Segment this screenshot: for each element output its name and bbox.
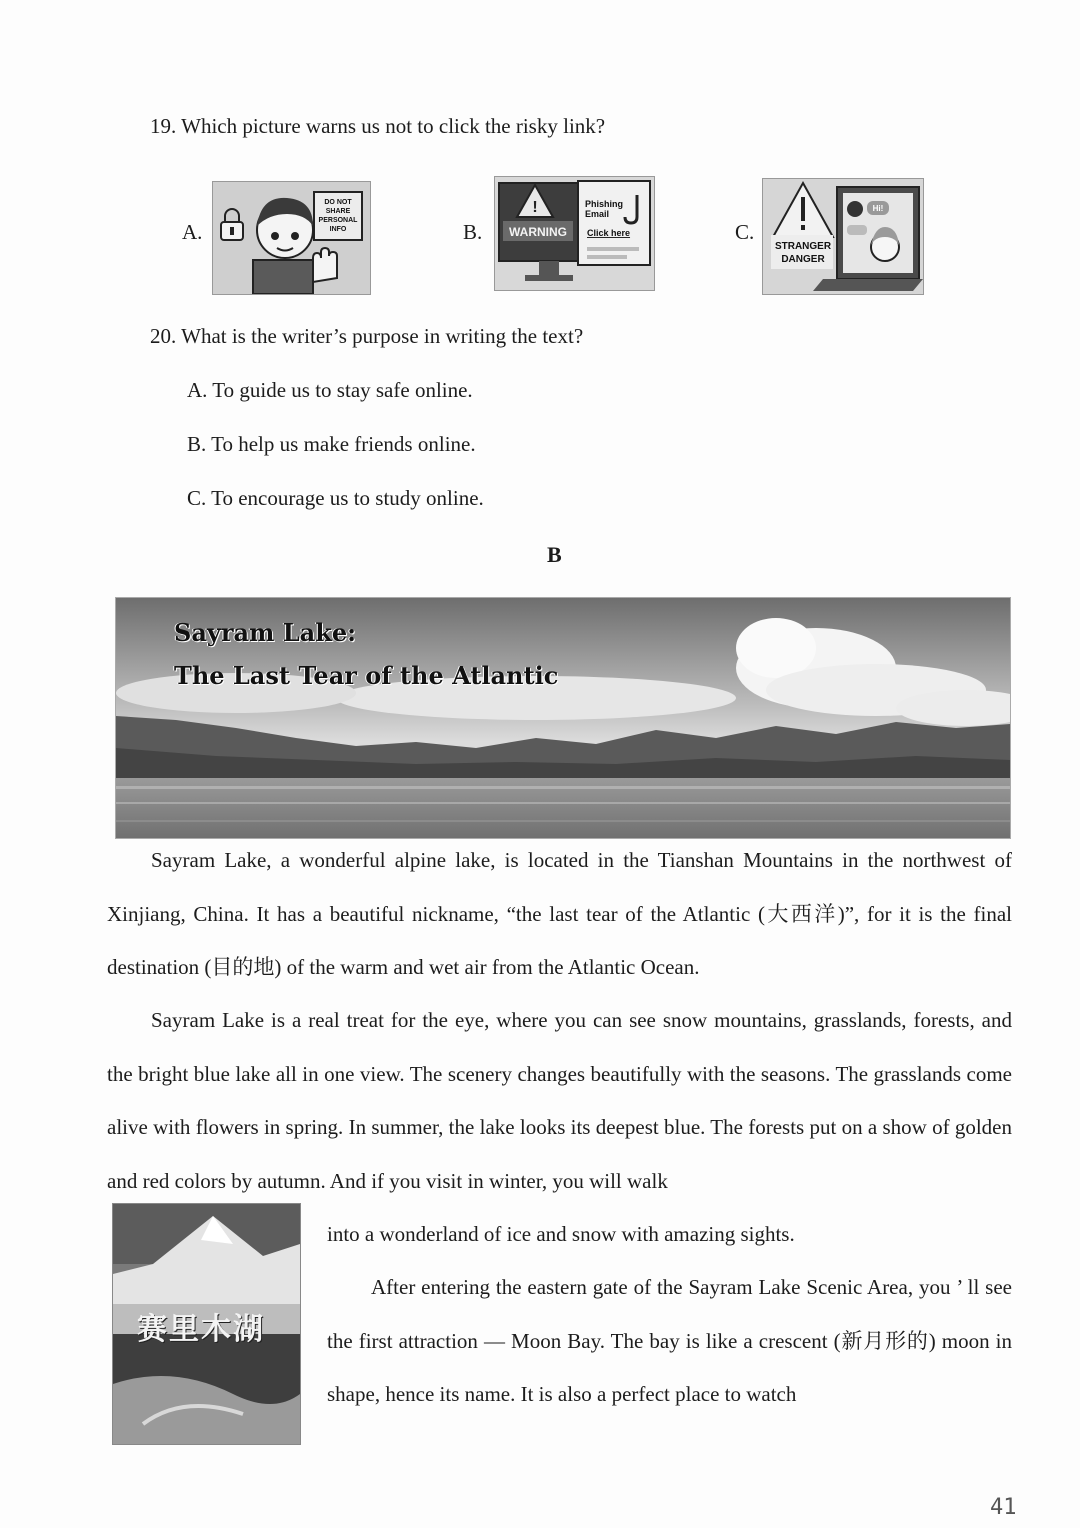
page-number: 41	[990, 1495, 1017, 1520]
passage-paragraph-2-tail: into a wonderland of ice and snow with amazing sights.	[327, 1222, 795, 1246]
passage-paragraph-1: Sayram Lake, a wonderful alpine lake, is located in the Tianshan Mountains in the northwest of Xinjiang, China. It has a beautiful nickname, “the last tear of the Atlantic (大西洋)”, for it is the final destination (目的地) of the warm and wet air from the Atlantic Ocean.	[107, 848, 1012, 979]
boy-with-laptop-and-lock-icon	[213, 182, 370, 294]
q20-option-a[interactable]: A. To guide us to stay safe online.	[187, 378, 473, 402]
svg-text:PERSONAL: PERSONAL	[318, 217, 358, 224]
question-19: 19. Which picture warns us not to click the risky link?	[150, 114, 606, 138]
svg-text:Click here: Click here	[587, 228, 631, 238]
section-label: B	[547, 542, 562, 567]
sayram-lake-side-image	[112, 1203, 301, 1445]
svg-text:!: !	[532, 199, 538, 216]
svg-text:WARNING: WARNING	[509, 225, 567, 239]
option-a-picture[interactable]	[212, 181, 371, 295]
svg-text:SHARE: SHARE	[325, 208, 351, 215]
option-a-letter: A.	[182, 220, 203, 244]
svg-text:Hi!: Hi!	[872, 204, 884, 213]
svg-text:DO NOT: DO NOT	[324, 199, 352, 206]
banner-title-line1: Sayram Lake:	[174, 618, 356, 647]
svg-text:Email: Email	[585, 209, 610, 219]
sayram-lake-banner	[115, 597, 1011, 839]
svg-text:STRANGER: STRANGER	[774, 241, 832, 252]
laptop-stranger-icon	[763, 179, 923, 294]
option-b-picture[interactable]	[494, 176, 655, 291]
banner-title-line2: The Last Tear of the Atlantic	[174, 661, 559, 690]
svg-text:DANGER: DANGER	[781, 254, 825, 265]
passage-paragraph-3: After entering the eastern gate of the Sayram Lake Scenic Area, you ’ ll see the first attraction — Moon Bay. The bay is like a crescent (新月形的) moon in shape, hence its name. It is also a perfect place to watch	[327, 1275, 1012, 1406]
q20-option-b[interactable]: B. To help us make friends online.	[187, 432, 476, 456]
monitor-phishing-icon	[495, 177, 654, 290]
q20-option-c[interactable]: C. To encourage us to study online.	[187, 486, 484, 510]
passage-paragraph-2: Sayram Lake is a real treat for the eye, where you can see snow mountains, grasslands, forests, and the bright blue lake all in one view. The scenery changes beautifully with the seasons. The grasslands come alive with flowers in spring. In summer, the lake looks its deepest blue. The forests put on a show of golden and red colors by autumn. And if you visit in winter, you will walk	[107, 1008, 1012, 1193]
option-b-letter: B.	[463, 220, 483, 244]
svg-text:INFO: INFO	[329, 226, 347, 233]
svg-text:Phishing: Phishing	[585, 199, 623, 209]
option-c-picture[interactable]	[762, 178, 924, 295]
option-c-letter: C.	[735, 220, 755, 244]
question-20: 20. What is the writer’s purpose in writing the text?	[150, 324, 584, 348]
side-image-caption: 赛里木湖	[137, 1312, 265, 1347]
